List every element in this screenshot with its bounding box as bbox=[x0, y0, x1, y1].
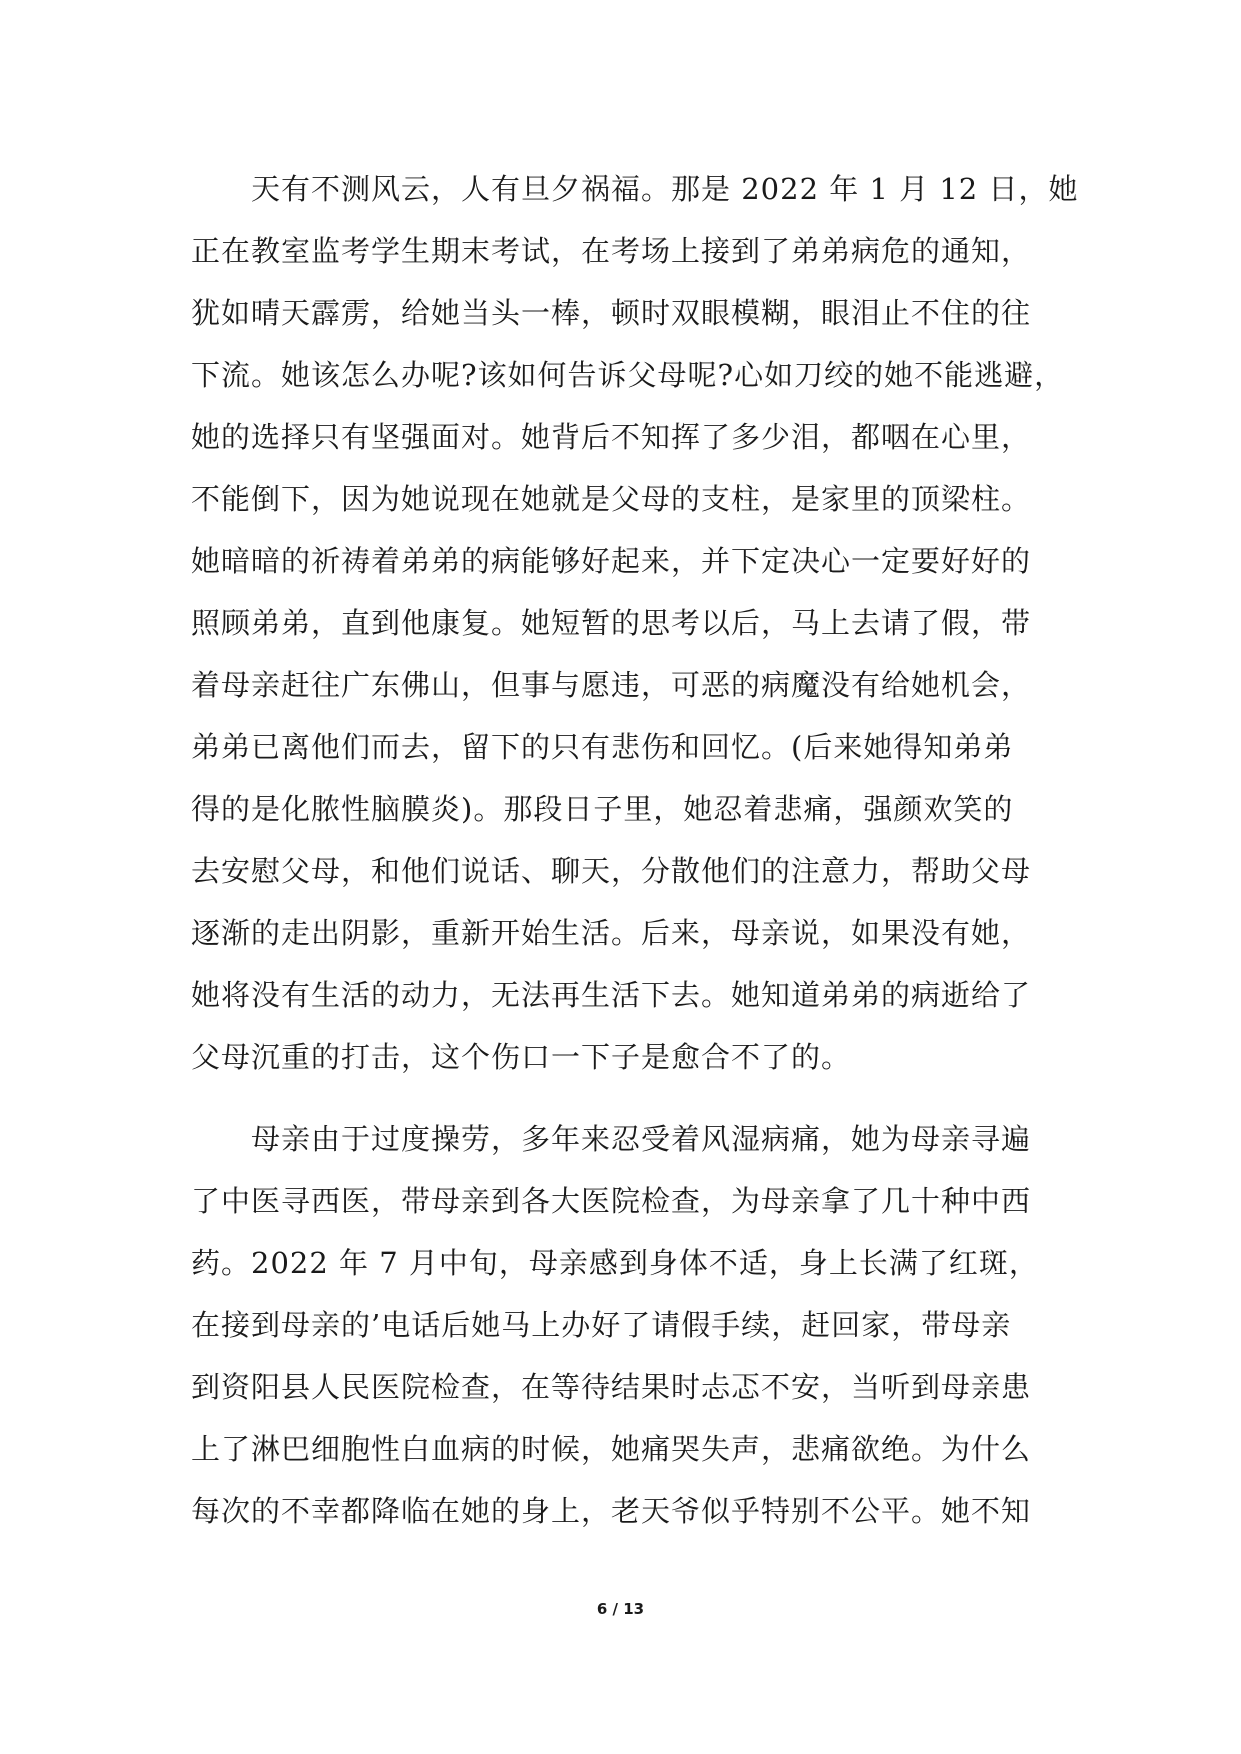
paragraph-spacing bbox=[191, 1088, 1051, 1108]
text-line: 不能倒下，因为她说现在她就是父母的支柱，是家里的顶梁柱。 bbox=[191, 482, 1032, 516]
paragraph-2 bbox=[191, 1108, 1051, 1542]
text-line: 每次的不幸都降临在她的身上，老天爷似乎特别不公平。她不知 bbox=[191, 1494, 1032, 1528]
text-line: 弟弟已离他们而去，留下的只有悲伤和回忆。(后来她得知弟弟 bbox=[191, 730, 1014, 764]
text-line: 她的选择只有坚强面对。她背后不知挥了多少泪，都咽在心里， bbox=[191, 420, 1032, 454]
text-line: 上了淋巴细胞性白血病的时候，她痛哭失声，悲痛欲绝。为什么 bbox=[191, 1432, 1032, 1466]
text-line: 下流。她该怎么办呢?该如何告诉父母呢?心如刀绞的她不能逃避， bbox=[191, 358, 1065, 392]
text-line: 了中医寻西医，带母亲到各大医院检查，为母亲拿了几十种中西 bbox=[191, 1184, 1032, 1218]
text-line: 她暗暗的祈祷着弟弟的病能够好起来，并下定决心一定要好好的 bbox=[191, 544, 1032, 578]
page-number: 6 / 13 bbox=[596, 1600, 645, 1618]
text-line: 去安慰父母，和他们说话、聊天，分散他们的注意力，帮助父母 bbox=[191, 854, 1032, 888]
text-line: 药。2022 年 7 月中旬，母亲感到身体不适，身上长满了红斑， bbox=[191, 1246, 1039, 1280]
text-line: 照顾弟弟，直到他康复。她短暂的思考以后，马上去请了假，带 bbox=[191, 606, 1032, 640]
text-line: 母亲由于过度操劳，多年来忍受着风湿病痛，她为母亲寻遍 bbox=[191, 1122, 1032, 1156]
text-line: 天有不测风云，人有旦夕祸福。那是 2022 年 1 月 12 日，她 bbox=[191, 172, 1079, 206]
text-line: 在接到母亲的’电话后她马上办好了请假手续，赶回家，带母亲 bbox=[191, 1308, 1012, 1342]
text-line: 到资阳县人民医院检查，在等待结果时忐忑不安，当听到母亲患 bbox=[191, 1370, 1032, 1404]
paragraph-1 bbox=[191, 158, 1079, 1088]
text-line: 得的是化脓性脑膜炎)。那段日子里，她忍着悲痛，强颜欢笑的 bbox=[191, 792, 1014, 826]
text-line: 正在教室监考学生期末考试，在考场上接到了弟弟病危的通知， bbox=[191, 234, 1032, 268]
text-line: 着母亲赶往广东佛山，但事与愿违，可恶的病魔没有给她机会， bbox=[191, 668, 1032, 702]
text-line: 她将没有生活的动力，无法再生活下去。她知道弟弟的病逝给了 bbox=[191, 978, 1032, 1012]
text-line: 逐渐的走出阴影，重新开始生活。后来，母亲说，如果没有她， bbox=[191, 916, 1032, 950]
document-body bbox=[191, 158, 1079, 1542]
text-line: 犹如晴天霹雳，给她当头一棒，顿时双眼模糊，眼泪止不住的往 bbox=[191, 296, 1032, 330]
text-line: 父母沉重的打击，这个伤口一下子是愈合不了的。 bbox=[191, 1040, 852, 1074]
